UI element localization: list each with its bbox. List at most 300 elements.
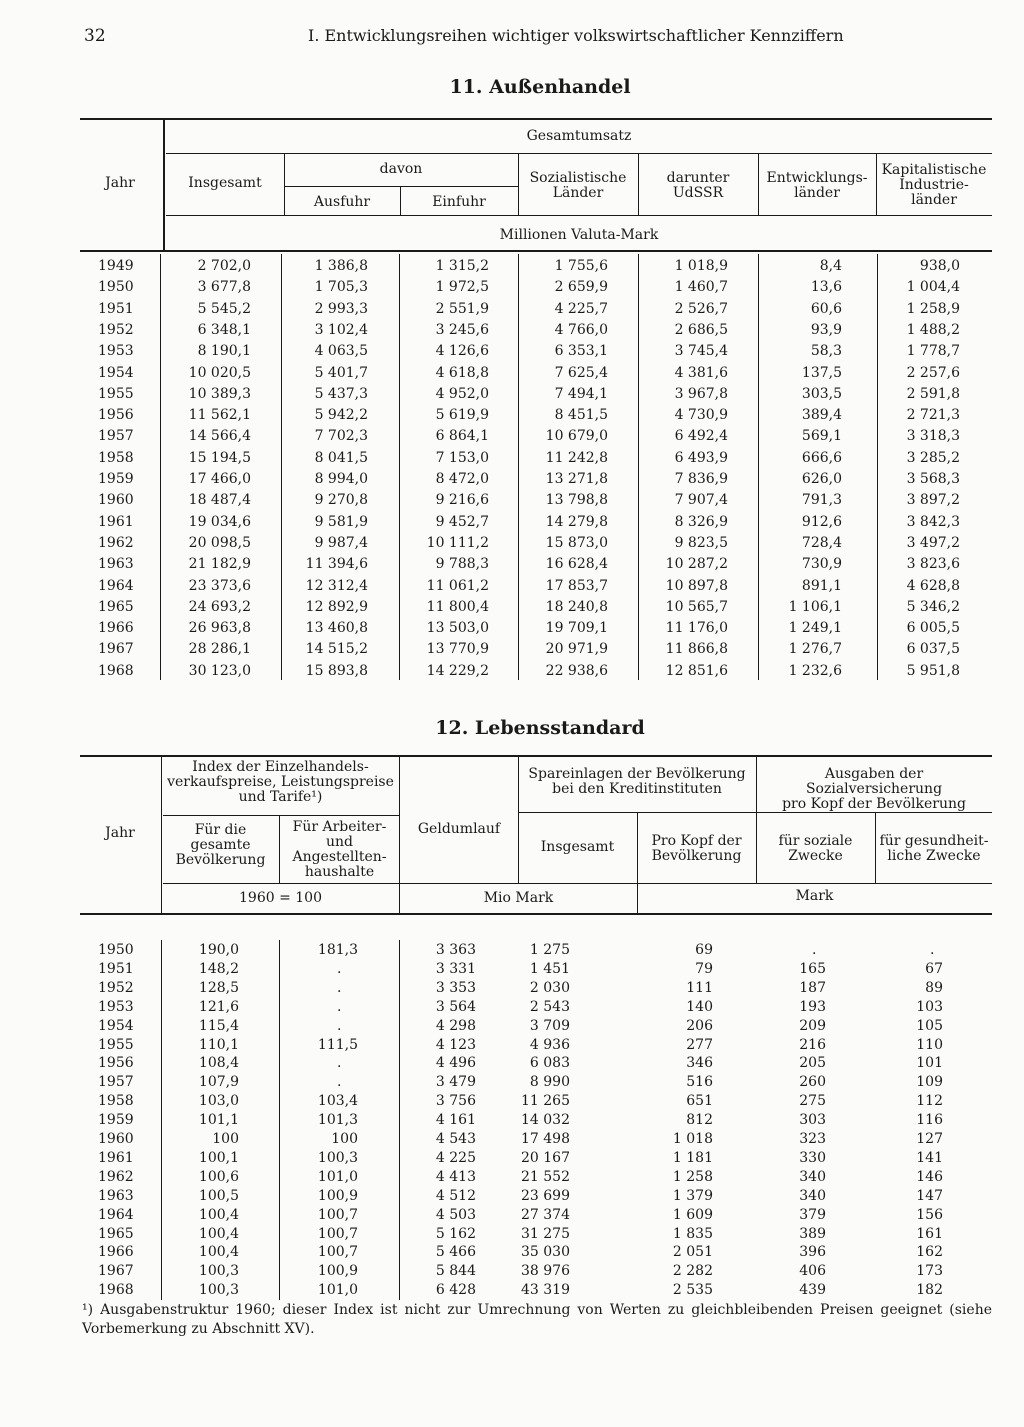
table-row-year: 1958: [98, 1093, 134, 1110]
table-cell: 4 063,5: [314, 343, 368, 360]
t12-header-gesamte-bevoelkerung: Für die gesamte Bevölkerung: [175, 822, 266, 868]
table-cell: .: [930, 942, 935, 958]
table-cell: 4 225,7: [554, 300, 608, 317]
table-cell: 19 034,6: [188, 513, 251, 530]
table-cell: 303,5: [801, 385, 842, 402]
table-row-year: 1951: [98, 960, 134, 977]
table-cell: 14 566,4: [188, 428, 251, 445]
t11-header-entwicklungslaender: Entwicklungs- länder: [766, 170, 868, 201]
t11-unit: Millionen Valuta-Mark: [499, 227, 659, 243]
table-cell: 10 287,2: [665, 556, 728, 573]
t12-unit-mio-mark: Mio Mark: [483, 890, 554, 906]
table-row-year: 1961: [98, 513, 134, 530]
table-cell: 2 051: [672, 1244, 713, 1261]
table-cell: 389,4: [801, 407, 842, 424]
table-cell: 4 618,8: [435, 364, 489, 381]
table-cell: 340: [799, 1168, 826, 1185]
table-row-year: 1962: [98, 534, 134, 551]
table-cell: 1 460,7: [674, 279, 728, 296]
table-cell: 12 312,4: [305, 577, 368, 594]
table-cell: 17 466,0: [188, 471, 251, 487]
table-cell: 5 844: [435, 1263, 476, 1280]
table-cell: 3 823,6: [906, 556, 960, 573]
table-cell: 396: [799, 1244, 826, 1261]
table-cell: 1 249,1: [788, 620, 842, 637]
table-cell: 1 018,9: [674, 258, 728, 274]
table-cell: 103,4: [317, 1093, 358, 1110]
table-cell: 13 460,8: [305, 620, 368, 637]
table-cell: 31 275: [521, 1225, 570, 1242]
table-cell: 110,1: [198, 1036, 239, 1053]
table-cell: 23 373,6: [188, 577, 251, 594]
table-cell: 43 319: [521, 1282, 570, 1299]
table-cell: 728,4: [801, 534, 842, 551]
table-cell: 18 240,8: [545, 598, 608, 615]
table-cell: 156: [916, 1206, 943, 1223]
table-cell: 79: [695, 960, 713, 977]
table-cell: .: [337, 960, 342, 977]
table-cell: 28 286,1: [188, 641, 251, 658]
t11-header-einfuhr: Einfuhr: [432, 194, 486, 210]
table-cell: 60,6: [810, 300, 842, 317]
table-cell: 14 229,2: [426, 662, 489, 679]
table-cell: 9 823,5: [674, 534, 728, 551]
table-cell: 1 386,8: [314, 258, 368, 274]
table-cell: 379: [799, 1206, 826, 1223]
table-cell: 8 041,5: [314, 449, 368, 466]
table-cell: 10 897,8: [665, 577, 728, 594]
table-cell: 2 993,3: [314, 300, 368, 317]
table-cell: 1 755,6: [554, 258, 608, 274]
table-cell: 1 275: [529, 942, 570, 958]
table-cell: 101,3: [317, 1112, 358, 1129]
table-row-year: 1950: [98, 942, 134, 958]
table-cell: 11 242,8: [545, 449, 608, 466]
table-cell: 4 381,6: [674, 364, 728, 381]
table-cell: 6 348,1: [197, 321, 251, 338]
table-row-year: 1968: [98, 1282, 134, 1299]
t12-header-sozialversicherung: Ausgaben der Sozialversicherung pro Kopf der Bevölkerung: [782, 766, 966, 812]
table-cell: 3 331: [435, 960, 476, 977]
table-cell: 8 472,0: [435, 471, 489, 487]
table-row-year: 1967: [98, 641, 134, 658]
table-cell: 6 353,1: [554, 343, 608, 360]
table-cell: .: [337, 998, 342, 1015]
table-cell: 6 005,5: [906, 620, 960, 637]
table-cell: 3 102,4: [314, 321, 368, 338]
table-cell: 1 315,2: [435, 258, 489, 274]
table-row-year: 1960: [98, 1131, 134, 1147]
table-row-year: 1968: [98, 662, 134, 679]
table-cell: 100: [331, 1131, 358, 1147]
table-cell: 100,3: [198, 1263, 239, 1280]
table-cell: 105: [916, 1017, 943, 1034]
table-cell: 9 788,3: [435, 556, 489, 573]
table-row-year: 1964: [98, 1206, 134, 1223]
table-cell: 111,5: [317, 1036, 358, 1053]
table-cell: 5 619,9: [435, 407, 489, 424]
table-cell: 3 677,8: [197, 279, 251, 296]
table-cell: 100,7: [317, 1206, 358, 1223]
table-cell: 5 951,8: [906, 662, 960, 679]
table-row-year: 1962: [98, 1168, 134, 1185]
table-cell: 4 161: [435, 1112, 476, 1129]
table-cell: 108,4: [198, 1055, 239, 1072]
table-cell: 4 123: [435, 1036, 476, 1053]
table-cell: 340: [799, 1187, 826, 1204]
t12-header-jahr: Jahr: [105, 825, 135, 841]
table-cell: 1 451: [529, 960, 570, 977]
table-row-year: 1957: [98, 1074, 134, 1091]
table-cell: 11 265: [521, 1093, 570, 1110]
table-cell: 1 609: [672, 1206, 713, 1223]
table-cell: 5 545,2: [197, 300, 251, 317]
t12-header-index: Index der Einzelhandels- verkaufspreise, Leistungspreise und Tarife¹): [167, 759, 394, 805]
table-cell: 187: [799, 979, 826, 996]
table-cell: 20 098,5: [188, 534, 251, 551]
table-cell: 58,3: [810, 343, 842, 360]
table-cell: 26 963,8: [188, 620, 251, 637]
table-cell: 2 543: [529, 998, 570, 1015]
table-row-year: 1953: [98, 343, 134, 360]
table-cell: 791,3: [801, 492, 842, 509]
table-cell: 11 176,0: [665, 620, 728, 637]
table-cell: 17 498: [521, 1131, 570, 1147]
table-cell: 5 942,2: [314, 407, 368, 424]
table-cell: 6 492,4: [674, 428, 728, 445]
table-row-year: 1958: [98, 449, 134, 466]
page-number: 32: [84, 26, 106, 46]
table-cell: 323: [799, 1131, 826, 1147]
table-row-year: 1961: [98, 1149, 134, 1166]
table-cell: 205: [799, 1055, 826, 1072]
table-cell: 3 245,6: [435, 321, 489, 338]
table-cell: 4 628,8: [906, 577, 960, 594]
table-cell: 101,0: [317, 1282, 358, 1299]
t12-unit-index: 1960 = 100: [239, 890, 322, 906]
table-cell: 9 216,6: [435, 492, 489, 509]
table-cell: 303: [799, 1112, 826, 1129]
table-cell: 5 162: [435, 1225, 476, 1242]
table-cell: 101,1: [198, 1112, 239, 1129]
table-cell: 147: [916, 1187, 943, 1204]
table-cell: 9 270,8: [314, 492, 368, 509]
table-cell: 4 936: [529, 1036, 570, 1053]
footnote: ¹) Ausgabenstruktur 1960; dieser Index ist nicht zur Umrechnung von Werten zu gleichbleibenden Preisen geeignet (siehe Vorbemerkung zu Abschnitt XV).: [82, 1302, 992, 1337]
table-cell: 13 798,8: [545, 492, 608, 509]
table-cell: 406: [799, 1263, 826, 1280]
table-cell: 103: [916, 998, 943, 1015]
table-cell: 165: [799, 960, 826, 977]
table-cell: 112: [916, 1093, 943, 1110]
table-row-year: 1952: [98, 979, 134, 996]
table-cell: 146: [916, 1168, 943, 1185]
t11-header-ausfuhr: Ausfuhr: [313, 194, 371, 210]
table-cell: 516: [686, 1074, 713, 1091]
t11-header-davon: davon: [379, 161, 423, 177]
table-cell: 1 106,1: [788, 598, 842, 615]
table-cell: 24 693,2: [188, 598, 251, 615]
table-cell: 1 232,6: [788, 662, 842, 679]
table-cell: 5 401,7: [314, 364, 368, 381]
t11-header-insgesamt: Insgesamt: [188, 175, 262, 191]
table-cell: 389: [799, 1225, 826, 1242]
table-cell: 12 851,6: [665, 662, 728, 679]
table-cell: 2 659,9: [554, 279, 608, 296]
table-cell: 730,9: [801, 556, 842, 573]
table-cell: 16 628,4: [545, 556, 608, 573]
table-cell: 346: [686, 1055, 713, 1072]
table-cell: 162: [916, 1244, 943, 1261]
table-cell: 11 800,4: [426, 598, 489, 615]
table-cell: 38 976: [521, 1263, 570, 1280]
table-cell: 15 873,0: [545, 534, 608, 551]
table-cell: 439: [799, 1282, 826, 1299]
table-cell: 13 271,8: [545, 471, 608, 487]
table-cell: 14 032: [521, 1112, 570, 1129]
table-cell: 2 551,9: [435, 300, 489, 317]
table-cell: 4 512: [435, 1187, 476, 1204]
table-cell: 8 994,0: [314, 471, 368, 487]
table-cell: 10 020,5: [188, 364, 251, 381]
table-cell: .: [337, 1074, 342, 1091]
table-cell: 216: [799, 1036, 826, 1053]
table-cell: 100,4: [198, 1206, 239, 1223]
table-cell: 6 037,5: [906, 641, 960, 658]
table-cell: 1 004,4: [906, 279, 960, 296]
table-row-year: 1963: [98, 556, 134, 573]
table-cell: 277: [686, 1036, 713, 1053]
table-cell: 7 907,4: [674, 492, 728, 509]
table-row-year: 1956: [98, 1055, 134, 1072]
table-cell: 5 346,2: [906, 598, 960, 615]
table-cell: 1 488,2: [906, 321, 960, 338]
table-cell: 110: [916, 1036, 943, 1053]
table-row-year: 1967: [98, 1263, 134, 1280]
table-cell: 6 864,1: [435, 428, 489, 445]
table-cell: 209: [799, 1017, 826, 1034]
table-cell: 20 971,9: [545, 641, 608, 658]
table-cell: .: [812, 942, 817, 958]
table-cell: 11 562,1: [188, 407, 251, 424]
table-cell: 13,6: [810, 279, 842, 296]
table-cell: 107,9: [198, 1074, 239, 1091]
table-cell: 1 018: [672, 1131, 713, 1147]
table-row-year: 1951: [98, 300, 134, 317]
table-row-year: 1960: [98, 492, 134, 509]
t11-header-jahr: Jahr: [105, 175, 135, 191]
table-cell: 2 257,6: [906, 364, 960, 381]
table-cell: 15 194,5: [188, 449, 251, 466]
table-cell: 10 565,7: [665, 598, 728, 615]
table-cell: 89: [925, 979, 943, 996]
table-cell: 100,7: [317, 1244, 358, 1261]
table-cell: 1 276,7: [788, 641, 842, 658]
table-cell: 100,4: [198, 1244, 239, 1261]
table-cell: 651: [686, 1093, 713, 1110]
table-cell: 260: [799, 1074, 826, 1091]
table-cell: 4 413: [435, 1168, 476, 1185]
table-cell: 100,3: [317, 1149, 358, 1166]
table-cell: 8 190,1: [197, 343, 251, 360]
table-cell: 891,1: [801, 577, 842, 594]
table-cell: 8,4: [819, 258, 842, 274]
table-11-title: 11. Außenhandel: [449, 76, 631, 98]
table-cell: 128,5: [198, 979, 239, 996]
table-cell: 100,7: [317, 1225, 358, 1242]
table-cell: 116: [916, 1112, 943, 1129]
table-cell: 10 679,0: [545, 428, 608, 445]
table-cell: 1 835: [672, 1225, 713, 1242]
table-cell: 5 466: [435, 1244, 476, 1261]
table-cell: 2 535: [672, 1282, 713, 1299]
table-cell: 1 379: [672, 1187, 713, 1204]
t12-header-gesundheitliche-zwecke: für gesundheit- liche Zwecke: [879, 833, 989, 864]
table-row-year: 1963: [98, 1187, 134, 1204]
table-cell: 7 702,3: [314, 428, 368, 445]
table-cell: 2 721,3: [906, 407, 960, 424]
table-cell: 8 326,9: [674, 513, 728, 530]
table-cell: 330: [799, 1149, 826, 1166]
table-cell: 4 952,0: [435, 385, 489, 402]
table-row-year: 1965: [98, 598, 134, 615]
table-cell: 14 515,2: [305, 641, 368, 658]
table-cell: 3 497,2: [906, 534, 960, 551]
t12-unit-mark: Mark: [795, 888, 834, 904]
table-cell: 812: [686, 1112, 713, 1129]
table-cell: 1 258,9: [906, 300, 960, 317]
table-cell: 1 705,3: [314, 279, 368, 296]
table-cell: 100,3: [198, 1282, 239, 1299]
table-cell: 100,9: [317, 1187, 358, 1204]
table-cell: 4 766,0: [554, 321, 608, 338]
table-cell: 3 353: [435, 979, 476, 996]
t11-header-sozialistische-laender: Sozialistische Länder: [529, 170, 627, 201]
t12-header-pro-kopf: Pro Kopf der Bevölkerung: [651, 833, 742, 864]
table-cell: 101: [916, 1055, 943, 1072]
table-cell: 4 126,6: [435, 343, 489, 360]
table-cell: 190,0: [198, 942, 239, 958]
table-cell: 5 437,3: [314, 385, 368, 402]
table-cell: 10 111,2: [426, 534, 489, 551]
table-cell: 109: [916, 1074, 943, 1091]
table-cell: 4 503: [435, 1206, 476, 1223]
table-cell: 4 298: [435, 1017, 476, 1034]
t12-header-spar-insgesamt: Insgesamt: [540, 839, 615, 855]
table-cell: 11 866,8: [665, 641, 728, 658]
t12-header-spareinlagen: Spareinlagen der Bevölkerung bei den Kreditinstituten: [528, 766, 746, 797]
table-cell: 100,9: [317, 1263, 358, 1280]
table-row-year: 1950: [98, 279, 134, 296]
table-row-year: 1957: [98, 428, 134, 445]
table-row-year: 1964: [98, 577, 134, 594]
table-cell: 2 702,0: [197, 258, 251, 274]
table-cell: 6 493,9: [674, 449, 728, 466]
table-cell: 23 699: [521, 1187, 570, 1204]
table-cell: 1 181: [672, 1149, 713, 1166]
table-cell: 3 745,4: [674, 343, 728, 360]
table-row-year: 1949: [98, 258, 134, 274]
table-cell: 100,5: [198, 1187, 239, 1204]
table-cell: 13 503,0: [426, 620, 489, 637]
table-cell: 912,6: [801, 513, 842, 530]
table-cell: 100,6: [198, 1168, 239, 1185]
table-cell: 9 987,4: [314, 534, 368, 551]
table-cell: 3 564: [435, 998, 476, 1015]
table-row-year: 1955: [98, 1036, 134, 1053]
table-cell: 22 938,6: [545, 662, 608, 679]
table-cell: 20 167: [521, 1149, 570, 1166]
table-cell: 8 990: [529, 1074, 570, 1091]
table-cell: 127: [916, 1131, 943, 1147]
table-cell: 115,4: [198, 1017, 239, 1034]
running-head: I. Entwicklungsreihen wichtiger volkswirtschaftlicher Kennziffern: [308, 26, 844, 45]
table-cell: 3 756: [435, 1093, 476, 1110]
table-cell: 4 225: [435, 1149, 476, 1166]
table-cell: 1 258: [672, 1168, 713, 1185]
table-cell: 21 552: [521, 1168, 570, 1185]
table-cell: 11 394,6: [305, 556, 368, 573]
table-cell: 2 030: [529, 979, 570, 996]
table-cell: 275: [799, 1093, 826, 1110]
table-cell: 666,6: [801, 449, 842, 466]
table-cell: 3 568,3: [906, 471, 960, 487]
table-cell: 4 496: [435, 1055, 476, 1072]
table-cell: 626,0: [801, 471, 842, 487]
table-cell: 2 282: [672, 1263, 713, 1280]
table-row-year: 1966: [98, 1244, 134, 1261]
table-cell: 3 842,3: [906, 513, 960, 530]
table-cell: 8 451,5: [554, 407, 608, 424]
table-cell: 7 153,0: [435, 449, 489, 466]
table-cell: 69: [695, 942, 713, 958]
table-cell: 101,0: [317, 1168, 358, 1185]
t11-header-kapitalistische-laender: Kapitalistische Industrie- länder: [881, 162, 987, 208]
table-cell: 3 285,2: [906, 449, 960, 466]
t12-header-soziale-zwecke: für soziale Zwecke: [778, 833, 853, 864]
table-row-year: 1966: [98, 620, 134, 637]
table-cell: 27 374: [521, 1206, 570, 1223]
table-cell: 7 494,1: [554, 385, 608, 402]
table-row-year: 1954: [98, 1017, 134, 1034]
table-cell: 148,2: [198, 960, 239, 977]
table-row-year: 1952: [98, 321, 134, 338]
table-cell: 6 083: [529, 1055, 570, 1072]
table-cell: 3 967,8: [674, 385, 728, 402]
table-row-year: 1955: [98, 385, 134, 402]
table-cell: 100,4: [198, 1225, 239, 1242]
table-cell: 173: [916, 1263, 943, 1280]
table-cell: 7 625,4: [554, 364, 608, 381]
table-cell: 1 778,7: [906, 343, 960, 360]
table-cell: 2 526,7: [674, 300, 728, 317]
table-cell: 181,3: [317, 942, 358, 958]
table-cell: 121,6: [198, 998, 239, 1015]
t11-header-udssr: darunter UdSSR: [666, 170, 730, 201]
table-cell: .: [337, 1055, 342, 1072]
table-cell: 111: [686, 979, 713, 996]
table-cell: 35 030: [521, 1244, 570, 1261]
table-cell: 9 581,9: [314, 513, 368, 530]
table-cell: 193: [799, 998, 826, 1015]
table-row-year: 1954: [98, 364, 134, 381]
table-cell: 2 591,8: [906, 385, 960, 402]
table-cell: 161: [916, 1225, 943, 1242]
table-cell: 2 686,5: [674, 321, 728, 338]
table-cell: 6 428: [435, 1282, 476, 1299]
table-cell: 3 709: [529, 1017, 570, 1034]
table-cell: 15 893,8: [305, 662, 368, 679]
